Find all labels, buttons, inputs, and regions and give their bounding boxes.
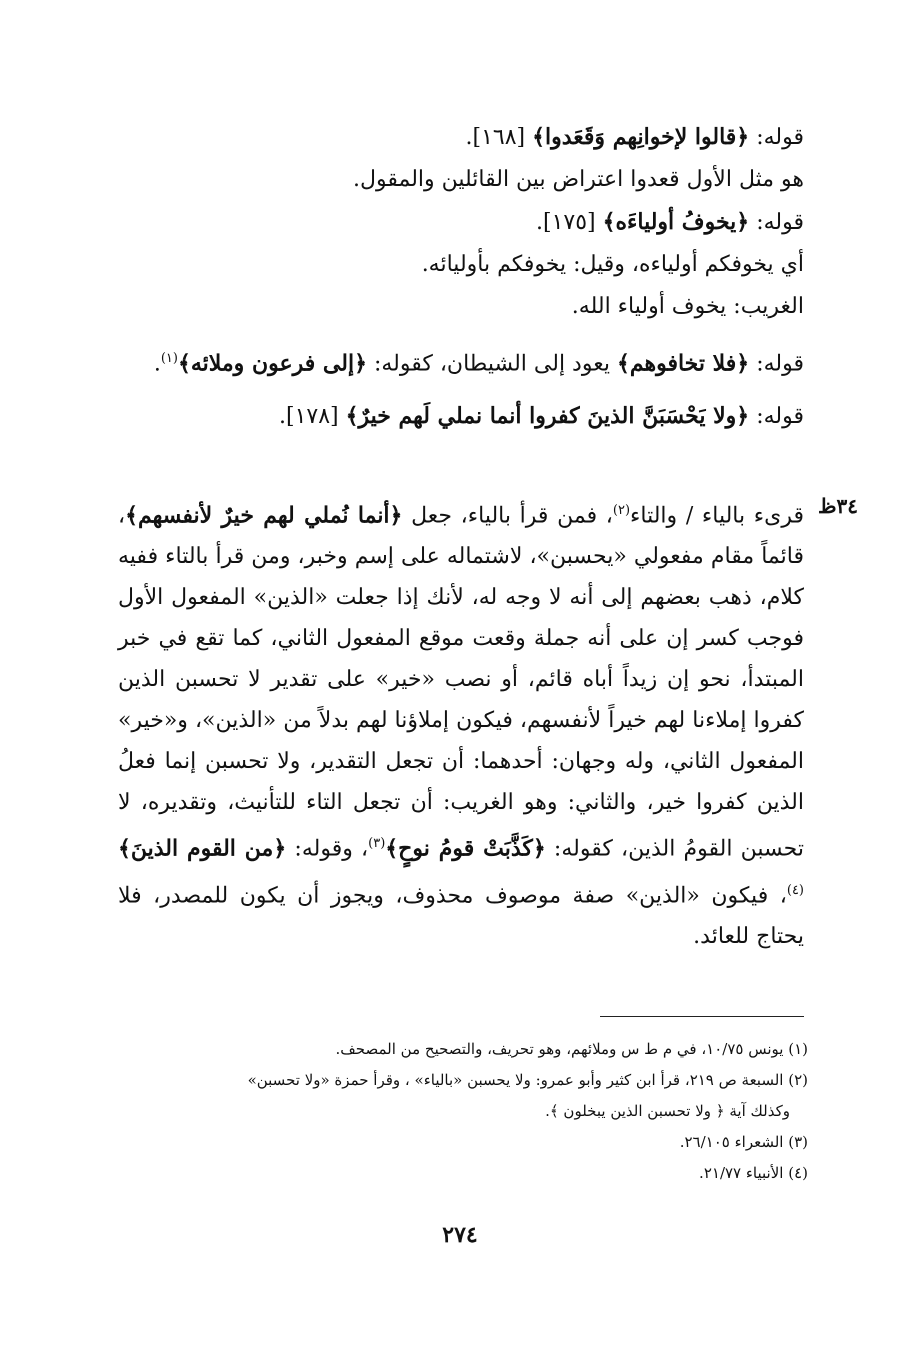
footnote-marker: (١) — [160, 351, 178, 366]
upper-text-block — [118, 116, 804, 438]
paragraph-text: قرىء بالياء / والتاء — [630, 503, 805, 529]
quran-quote: ﴿ولا يَحْسَبَنَّ الذينَ كفروا أنما نملي لَهم خيرٌ﴾ — [345, 403, 750, 430]
quran-quote: ﴿أنما نُملي لهم خيرٌ لأنفسهم﴾ — [125, 502, 403, 529]
footnote-4: (٤) الأنبياء ٢١/٧٧. — [699, 1164, 808, 1182]
paragraph-text: ، وقوله: — [286, 836, 369, 862]
label-qawluh: قوله: — [749, 351, 804, 377]
line-gharib: الغريب: يخوف أولياء الله. — [571, 294, 804, 319]
line-verse-175 — [118, 201, 804, 244]
verse-ref: [١٦٨]. — [465, 125, 533, 150]
verse-ref: [١٧٥]. — [536, 210, 603, 235]
quran-quote: ﴿يخوفُ أولياءَه﴾ — [602, 209, 750, 235]
quran-quote: ﴿كَذَّبَتْ قومُ نوحٍ﴾ — [385, 835, 546, 862]
label-qawluh: قوله: — [749, 125, 804, 150]
line-verse-fala-takhafuhum — [118, 338, 804, 385]
footnote-2-continued: وكذلك آية ﴿ ولا تحسبن الذين يبخلون ﴾. — [545, 1102, 790, 1120]
quran-quote: ﴿قالوا لإخوانِهم وَقَعَدوا﴾ — [532, 124, 750, 150]
quran-quote: ﴿فلا تخافوهم﴾ — [616, 350, 750, 377]
punctuation: . — [153, 351, 161, 377]
footnotes — [118, 1034, 808, 1189]
quran-quote: ﴿من القوم الذينَ﴾ — [118, 835, 287, 862]
paragraph-text: ، قائماً مقام مفعولي «يحسبن»، لاشتماله على إسم وخبر، ومن قرأ بالتاء ففيه كلام، ذهب بعضهم إلى أنه لا وجه له، لأنك إذا جعلت «الذين» المفعول الأول فوجب كسر إن على أنه جملة وقعت موقع المفعول الثاني، كما تقع في خبر المبتدأ، نحو إن زيداً أباه قائم، أو نصب «خير» على تقدير لا تحسبن الذين كفروا إملاءنا لهم خيراً لأنفسهم، فيكون إملاؤنا لهم بدلاً من «الذين»، و«خير» المفعول الثاني، وله وجهان: أحدهما: أن تجعل التقدير، ولا تحسبن إنما فعلُ الذين كفروا خير، والثاني: وهو الغريب: أن تجعل التاء للتأنيث، وتقديره، لا تحسبن القومُ الذين، كقوله: — [118, 503, 805, 862]
line-explanation: أي يخوفكم أولياءه، وقيل: يخوفكم بأوليائه. — [421, 252, 804, 277]
label-qawluh: قوله: — [749, 210, 804, 235]
manuscript-folio-note: ٣٤ظ — [818, 494, 858, 518]
paragraph-text: ، فمن قرأ بالياء، جعل — [402, 503, 613, 529]
footnote-3: (٣) الشعراء ٢٦/١٠٥. — [679, 1133, 808, 1151]
footnote-1: (١) يونس ١٠/٧٥، في م ط س وملائهم، وهو تحريف، والتصحيح من المصحف. — [335, 1040, 808, 1058]
spacer — [118, 385, 804, 395]
commentary-text: يعود إلى الشيطان، كقوله: — [366, 351, 617, 377]
label-qawluh: قوله: — [749, 404, 804, 430]
verse-ref: [١٧٨]. — [278, 404, 346, 430]
line-verse-178 — [118, 395, 804, 438]
spacer — [118, 328, 804, 338]
page-number: ٢٧٤ — [442, 1222, 478, 1248]
paragraph-text: ، فيكون «الذين» صفة موصوف محذوف، ويجوز أن يكون للمصدر، فلا يحتاج للعائد. — [118, 882, 804, 949]
footnote-marker: (٣) — [368, 836, 386, 852]
footnote-marker: (٤) — [786, 882, 804, 898]
main-paragraph — [118, 490, 804, 957]
quran-quote: ﴿إلى فرعون وملائه﴾ — [177, 350, 367, 377]
footnote-marker: (٢) — [612, 503, 631, 518]
footnote-2: (٢) السبعة ص ٢١٩، قرأ ابن كثير وأبو عمرو: ولا يحسبن «بالياء» ، وقرأ حمزة «ولا تحسبن» — [247, 1071, 808, 1089]
line-verse-168 — [118, 116, 804, 159]
line-explanation: هو مثل الأول قعدوا اعتراض بين القائلين والمقول. — [353, 167, 804, 192]
footnote-divider — [600, 1016, 804, 1017]
